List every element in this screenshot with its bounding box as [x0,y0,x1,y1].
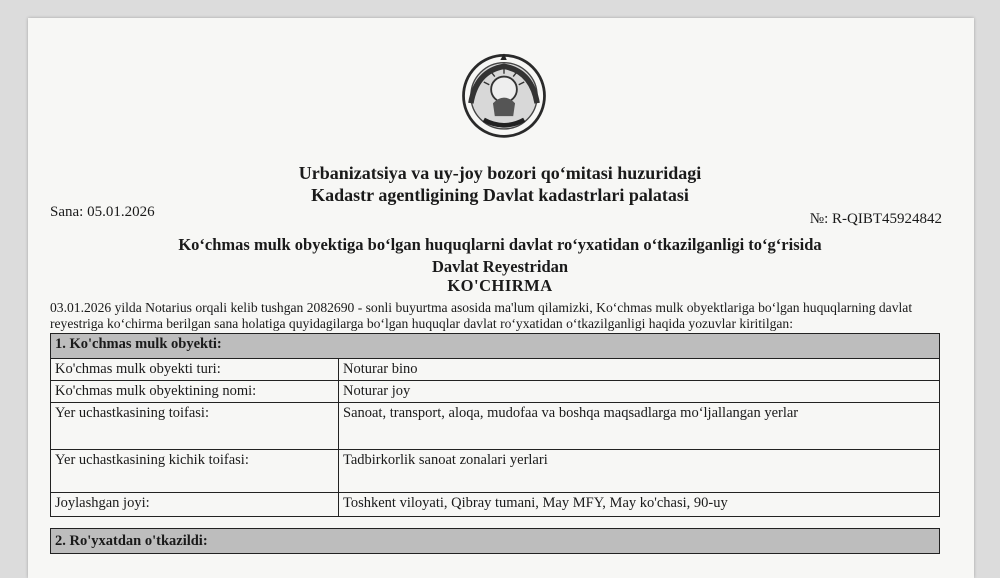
row-label: Yer uchastkasining kichik toifasi: [51,450,339,493]
row-value: Tadbirkorlik sanoat zonalari yerlari [339,450,940,493]
table-row [51,493,940,517]
table-row [51,359,940,381]
table-row [51,450,940,493]
section-2-title: 2. Ro'yxatdan o'tkazildi: [51,529,940,554]
row-value: Noturar joy [339,381,940,403]
issuer-line-2: Kadastr agentligining Davlat kadastrlari palatasi [311,185,689,205]
row-value: Noturar bino [339,359,940,381]
row-label: Ko'chmas mulk obyektining nomi: [51,381,339,403]
section-header-row [51,529,940,554]
section-1-title: 1. Ko'chmas mulk obyekti: [51,334,940,359]
row-value: Sanoat, transport, aloqa, mudofaa va boshqa maqsadlarga moʻljallangan yerlar [339,403,940,450]
row-label: Ko'chmas mulk obyekti turi: [51,359,339,381]
section-header-row [51,334,940,359]
issuer-line-1: Urbanizatsiya va uy-joy bozori qoʻmitasi huzuridagi [298,163,702,183]
document-title-line-1: Koʻchmas mulk obyektiga boʻlgan huquqlarni davlat roʻyxatidan oʻtkazilganligi toʻgʻrisida [178,235,822,254]
document-title-line-2: Davlat Reyestridan [431,257,569,276]
table-row [51,381,940,403]
intro-paragraph: 03.01.2026 yilda Notarius orqali kelib tushgan 2082690 - sonli buyurtma asosida ma'lum qilamizki, Koʻchmas mulk obyektlariga boʻlgan huquqlarning davlat reyestriga koʻchirma berilgan sana holatiga quyidagilarga boʻlgan huquqlar davlat roʻyxatidan oʻtkazilganligi haqida yozuvlar kiritilgan: [50,300,913,331]
state-emblem-icon [458,48,550,140]
registration-number: №: R-QIBT45924842 [809,211,942,227]
row-label: Yer uchastkasining toifasi: [51,403,339,450]
issue-date: Sana: 05.01.2026 [50,204,155,220]
row-value: Toshkent viloyati, Qibray tumani, May MFY, May ko'chasi, 90-uy [339,493,940,517]
document-title-line-3: KO'CHIRMA [447,276,553,295]
table-row [51,403,940,450]
registration-table [50,528,940,554]
row-label: Joylashgan joyi: [51,493,339,517]
property-table [50,333,940,517]
